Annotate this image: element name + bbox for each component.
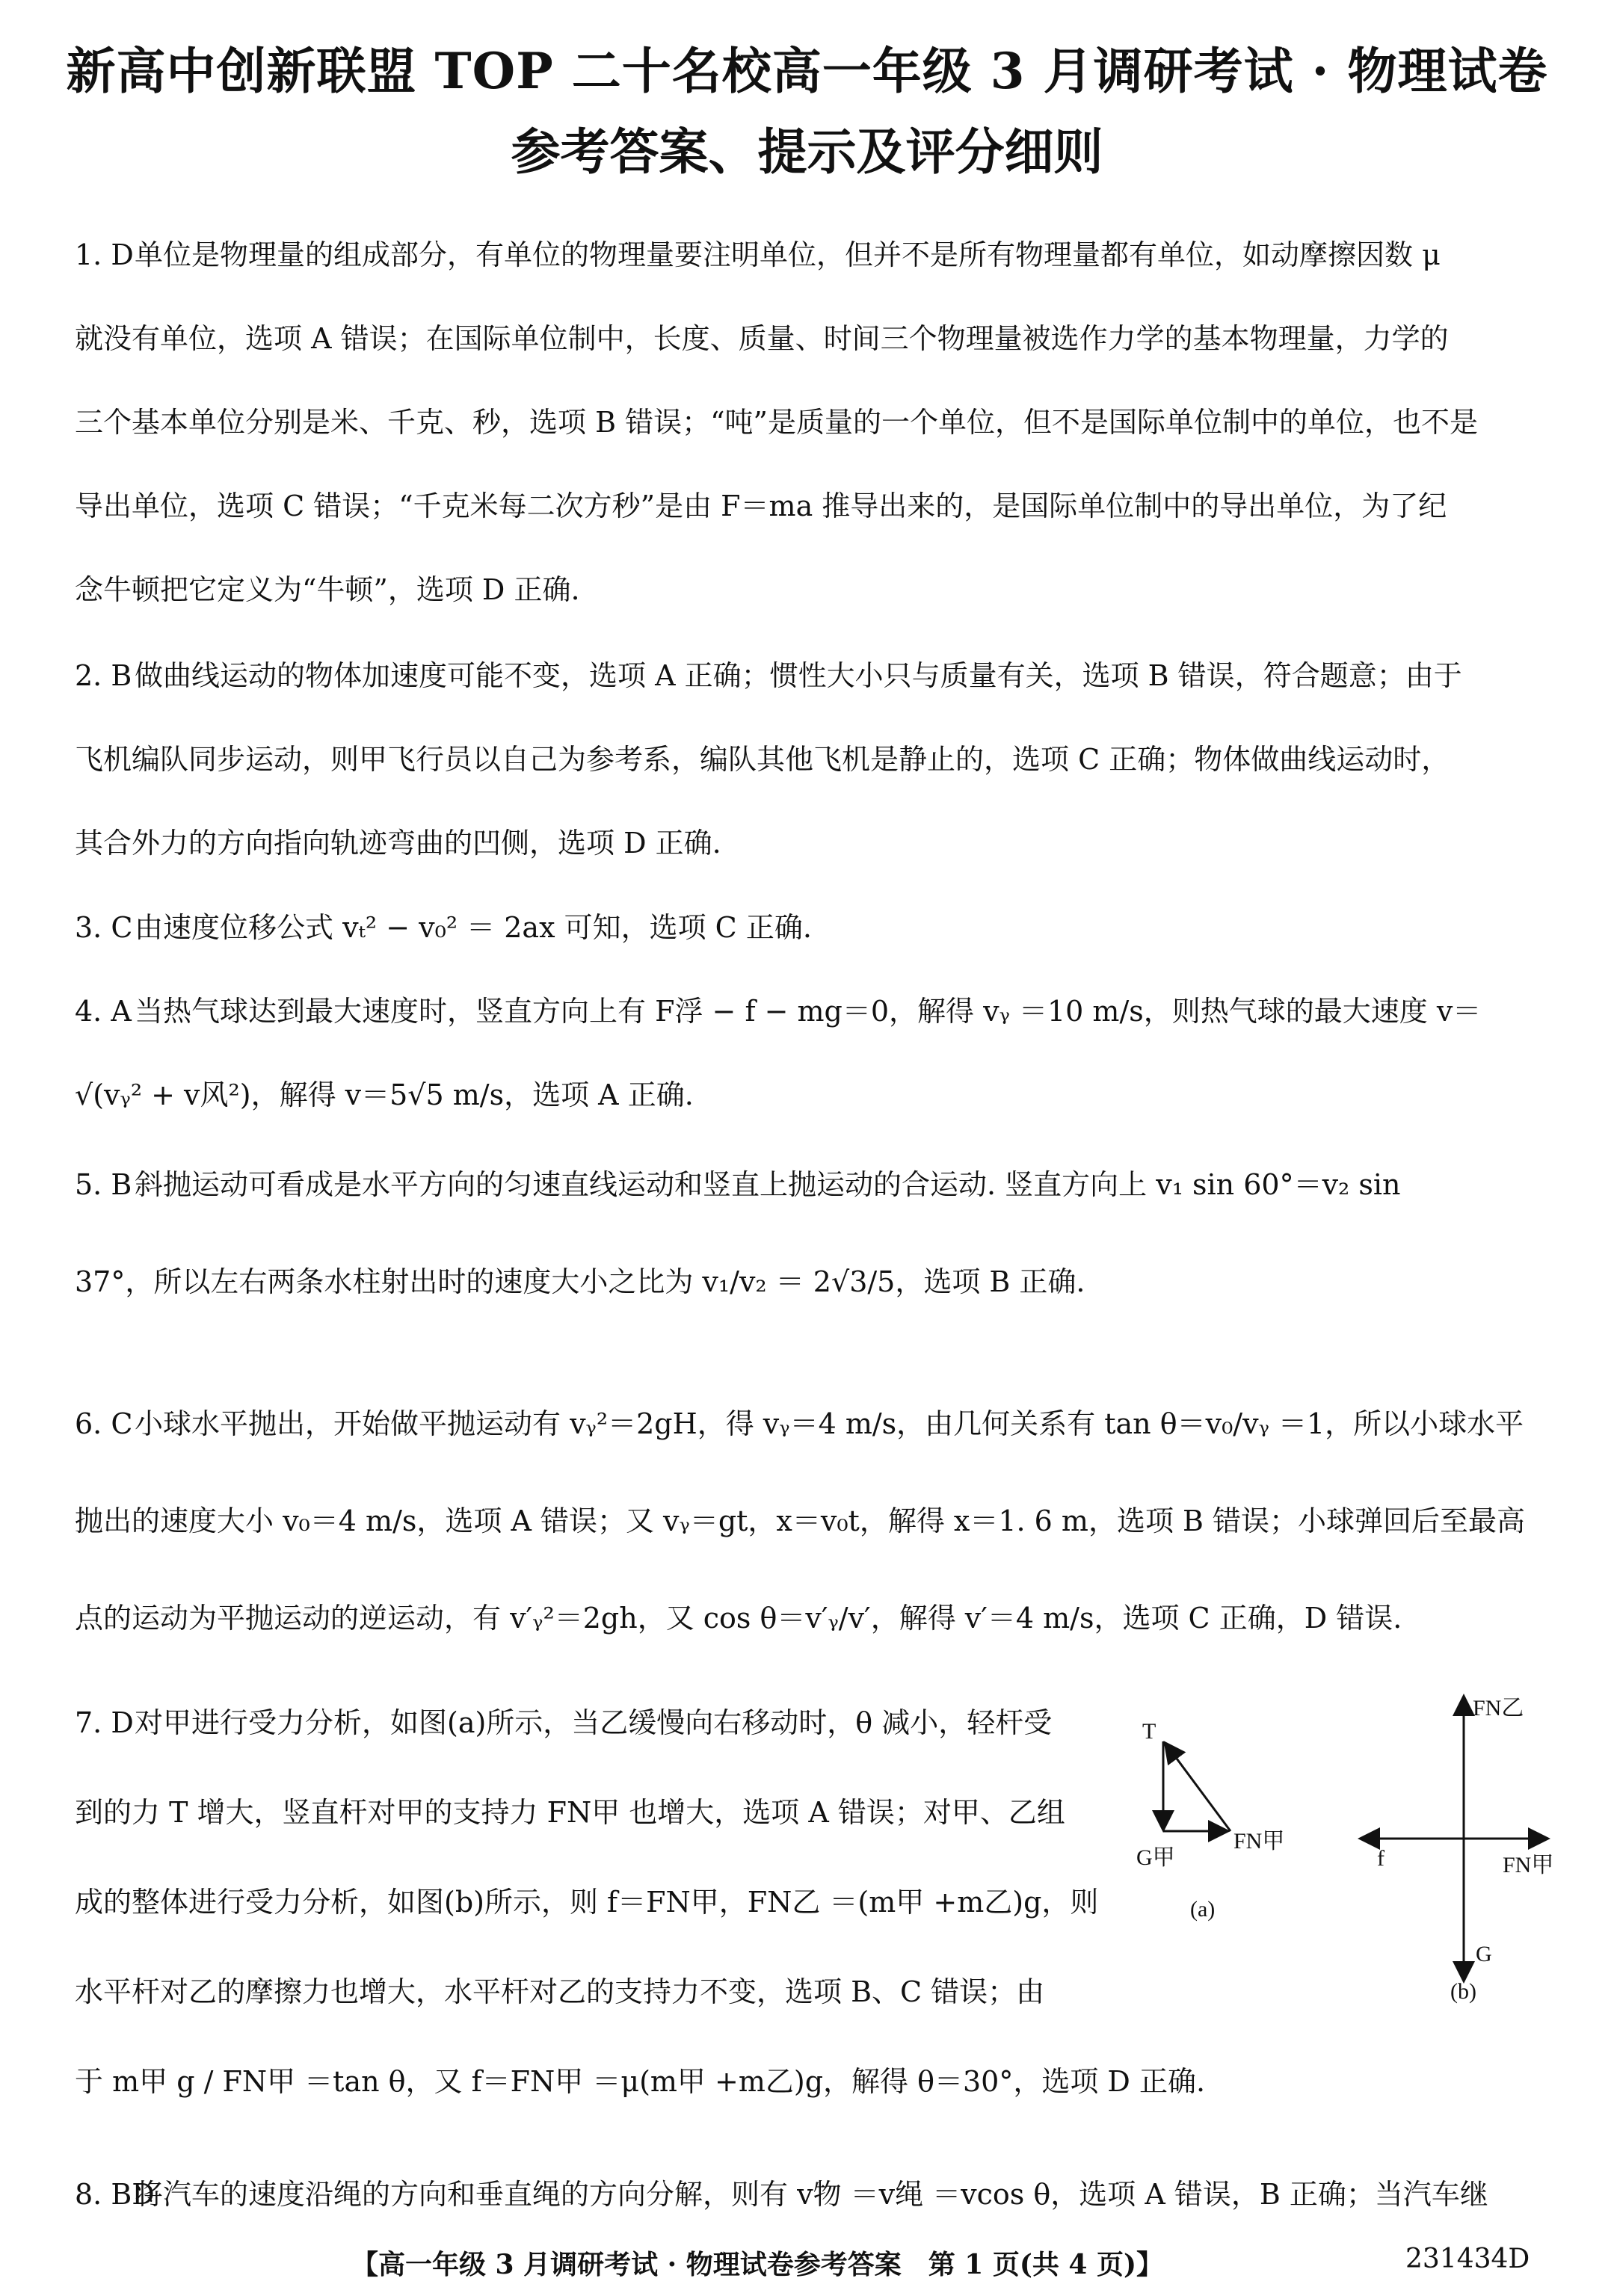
answer-line: 其合外力的方向指向轨迹弯曲的凹侧，选项 D 正确. <box>75 827 721 860</box>
answer-line: 斜抛运动可看成是水平方向的匀速直线运动和竖直上抛运动的合运动. 竖直方向上 v₁ sin 60°＝v₂ sin <box>135 1168 1401 1201</box>
answer-number: 6. C <box>75 1407 133 1440</box>
answer-3 <box>75 886 1540 969</box>
figure-caption: (b) <box>1450 1979 1476 2004</box>
footer-code: 231434D <box>1405 2244 1530 2274</box>
answer-line: 于 m甲 g / FN甲 ＝tan θ，又 f＝FN甲 ＝μ(m甲 +m乙)g，解得 θ＝30°，选项 D 正确. <box>75 2065 1206 2098</box>
answer-line: 将汽车的速度沿绳的方向和垂直绳的方向分解，则有 v物 ＝v绳 ＝vcos θ，选项 A 错误，B 正确；当汽车继 <box>135 2178 1488 2211</box>
answer-line: 单位是物理量的组成部分，有单位的物理量要注明单位，但并不是所有物理量都有单位，如动摩擦因数 μ <box>135 238 1441 271</box>
answer-line: 飞机编队同步运动，则甲飞行员以自己为参考系，编队其他飞机是静止的，选项 C 正确；物体做曲线运动时， <box>75 743 1450 776</box>
answer-number: 3. C <box>75 911 133 944</box>
answer-number: 7. D <box>75 1706 134 1739</box>
answer-8 <box>75 2152 1540 2236</box>
answer-line: 水平杆对乙的摩擦力也增大，水平杆对乙的支持力不变，选项 B、C 错误；由 <box>75 1975 1045 2008</box>
label-FN-yi: FN乙 <box>1473 1696 1524 1721</box>
answer-line: 当热气球达到最大速度时，竖直方向上有 F浮 − f − mg＝0，解得 vᵧ ＝10 m/s，则热气球的最大速度 v＝ <box>135 995 1482 1028</box>
answer-line: 三个基本单位分别是米、千克、秒，选项 B 错误；“吨”是质量的一个单位，但不是国际单位制中的单位，也不是 <box>75 406 1478 439</box>
answer-line: 对甲进行受力分析，如图(a)所示，当乙缓慢向右移动时，θ 减小，轻杆受 <box>135 1706 1053 1739</box>
answer-2 <box>75 634 1540 885</box>
figure-b <box>1353 1689 1577 2003</box>
answer-line: 抛出的速度大小 v₀＝4 m/s，选项 A 错误；又 vᵧ＝gt，x＝v₀t，解得 x＝1. 6 m，选项 B 错误；小球弹回后至最高 <box>75 1505 1526 1537</box>
answer-line: 做曲线运动的物体加速度可能不变，选项 A 正确；惯性大小只与质量有关，选项 B 错误，符合题意；由于 <box>135 659 1462 692</box>
label-G: G甲 <box>1136 1845 1175 1870</box>
figure-a <box>1121 1719 1316 1943</box>
answer-1 <box>75 213 1540 632</box>
figure-caption: (a) <box>1190 1897 1216 1922</box>
label-FN: FN甲 <box>1233 1829 1285 1854</box>
answer-line: 念牛顿把它定义为“牛顿”，选项 D 正确. <box>75 573 580 606</box>
answer-line: √(vᵧ² + v风²)，解得 v＝5√5 m/s，选项 A 正确. <box>75 1078 694 1111</box>
answer-number: 8. BD <box>75 2178 155 2211</box>
answer-number: 1. D <box>75 238 134 271</box>
answer-line: 到的力 T 增大，竖直杆对甲的支持力 FN甲 也增大，选项 A 错误；对甲、乙组 <box>75 1796 1065 1829</box>
answer-6 <box>75 1375 1540 1667</box>
label-T: T <box>1142 1719 1156 1744</box>
answer-number: 4. A <box>75 995 132 1028</box>
answer-number: 5. B <box>75 1168 132 1201</box>
label-FN-jia: FN甲 <box>1503 1853 1554 1877</box>
page-subtitle: 参考答案、提示及评分细则 <box>511 123 1103 181</box>
answer-5 <box>75 1136 1540 1330</box>
answer-line: 小球水平抛出，开始做平抛运动有 vᵧ²＝2gH，得 vᵧ＝4 m/s，由几何关系有 tan θ＝v₀/vᵧ ＝1，所以小球水平 <box>135 1407 1524 1440</box>
answer-line: 由速度位移公式 vₜ² − v₀² ＝ 2ax 可知，选项 C 正确. <box>135 911 812 944</box>
force-triangle-diagram <box>1121 1719 1316 1943</box>
label-G: G <box>1476 1942 1492 1966</box>
answer-line: 成的整体进行受力分析，如图(b)所示，则 f＝FN甲，FN乙 ＝(m甲 +m乙)g，则 <box>75 1886 1099 1919</box>
answer-line: 就没有单位，选项 A 错误；在国际单位制中，长度、质量、时间三个物理量被选作力学的基本物理量，力学的 <box>75 322 1449 355</box>
footer-page-info: 【高一年级 3 月调研考试 · 物理试卷参考答案 第 1 页(共 4 页)】 <box>351 2249 1164 2280</box>
answer-number: 2. B <box>75 659 132 692</box>
answer-line: 37°，所以左右两条水柱射出时的速度大小之比为 v₁/v₂ ＝ 2√3/5，选项 B 正确. <box>75 1265 1085 1298</box>
answer-line: 点的运动为平抛运动的逆运动，有 v′ᵧ²＝2gh，又 cos θ＝v′ᵧ/v′，解得 v′＝4 m/s，选项 C 正确，D 错误. <box>75 1602 1402 1635</box>
answer-4 <box>75 969 1540 1137</box>
answer-line: 导出单位，选项 C 错误；“千克米每二次方秒”是由 F＝ma 推导出来的，是国际单位制中的导出单位，为了纪 <box>75 490 1447 522</box>
page-title: 新高中创新联盟 TOP 二十名校高一年级 3 月调研考试 · 物理试卷 <box>66 42 1548 100</box>
label-f: f <box>1377 1846 1384 1871</box>
